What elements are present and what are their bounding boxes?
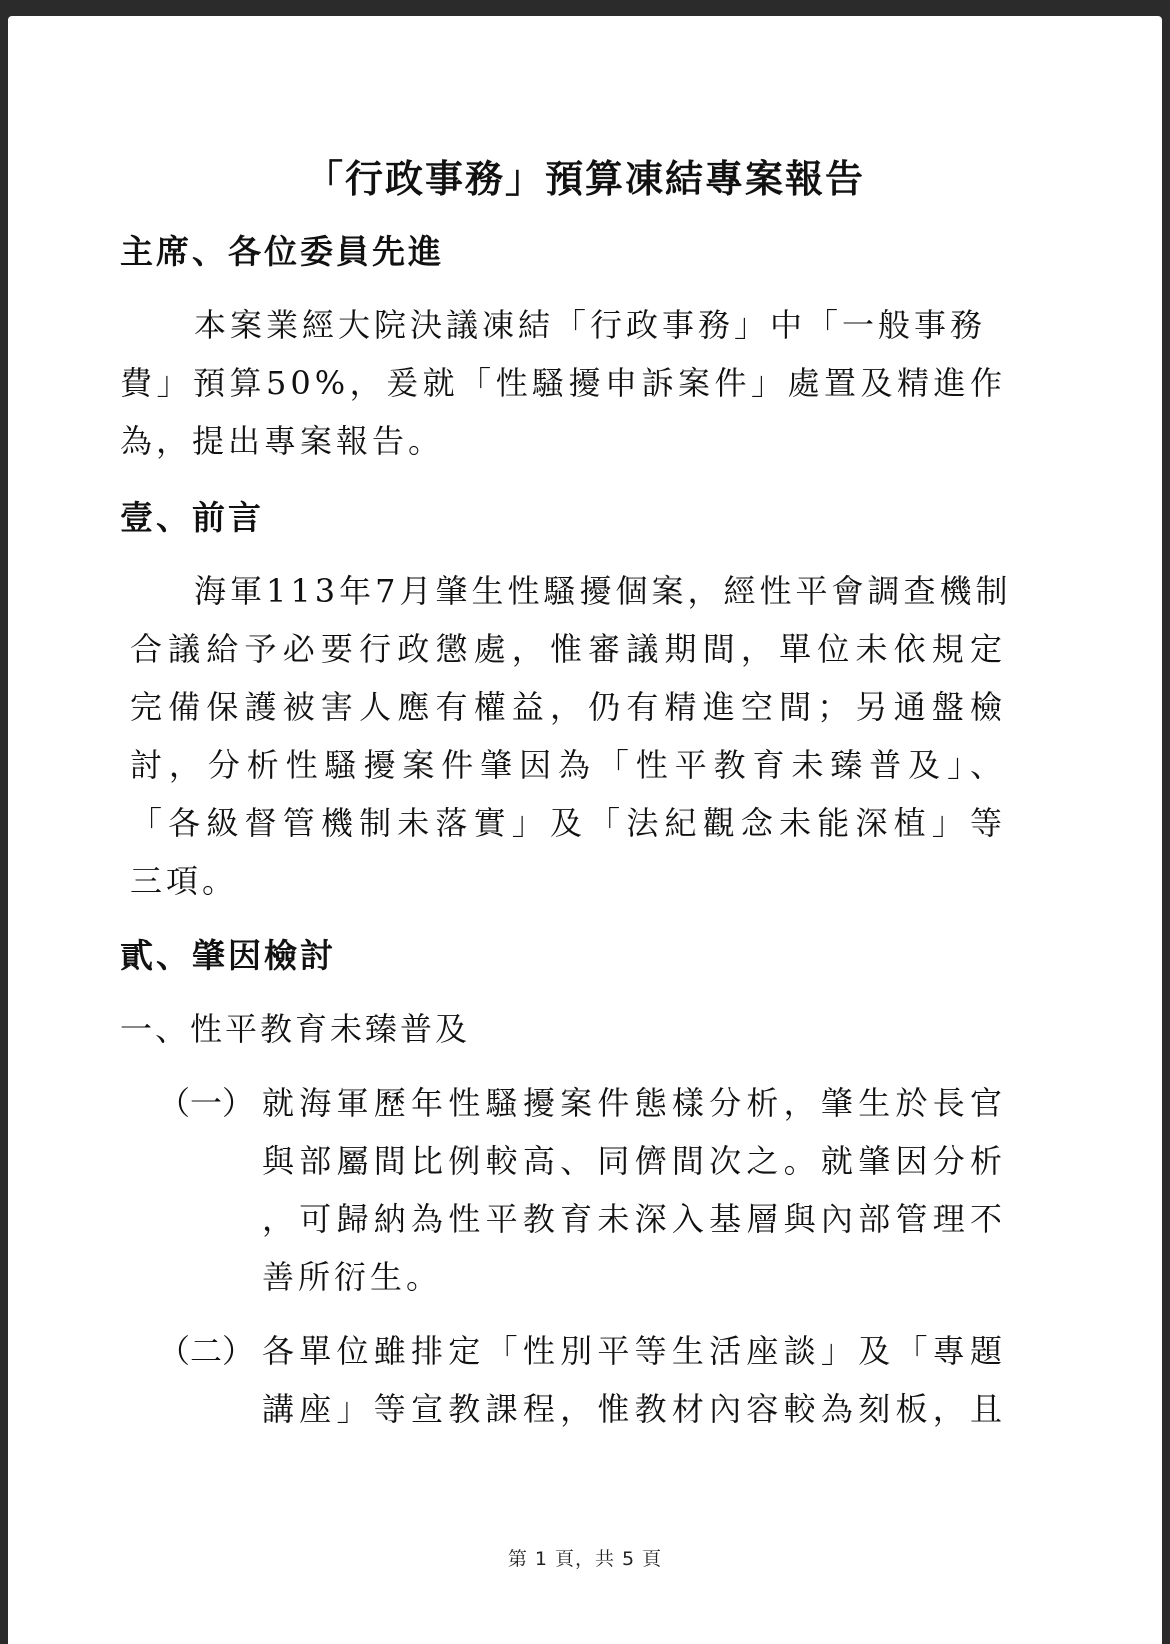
item-marker: （二） [158,1332,255,1370]
preface-line: 海軍113年7月肇生性騷擾個案，經性平會調查機制 [194,572,1012,610]
item-line: 講座」等宣教課程，惟教材內容較為刻板，且 [262,1390,1006,1428]
intro-line: 費」預算50%，爰就「性騷擾申訴案件」處置及精進作 [120,364,1006,402]
intro-line: 本案業經大院決議凍結「行政事務」中「一般事務 [194,306,987,344]
preface-line: 完備保護被害人應有權益，仍有精進空間；另通盤檢 [130,688,1006,726]
preface-line: 討，分析性騷擾案件肇因為「性平教育未臻普及」、 [130,746,1006,784]
item-marker: （一） [158,1084,255,1122]
item-line: 與部屬間比例較高、同儕間次之。就肇因分析 [262,1142,1006,1180]
section-heading-cause-review: 貳、肇因檢討 [120,936,336,975]
preface-line: 合議給予必要行政懲處，惟審議期間，單位未依規定 [130,630,1006,668]
subsection-heading: 一、性平教育未臻普及 [120,1010,471,1048]
preface-line: 三項。 [130,862,239,900]
item-line: 就海軍歷年性騷擾案件態樣分析，肇生於長官 [262,1084,1006,1122]
salutation: 主席、各位委員先進 [120,232,444,271]
page-number-footer: 第 1 頁，共 5 頁 [507,1548,663,1570]
preface-line: 「各級督管機制未落實」及「法紀觀念未能深植」等 [130,804,1006,842]
item-line: 各單位雖排定「性別平等生活座談」及「專題 [262,1332,1006,1370]
item-line: ，可歸納為性平教育未深入基層與內部管理不 [262,1200,1006,1238]
item-line: 善所衍生。 [262,1258,443,1296]
section-heading-preface: 壹、前言 [120,498,264,537]
document-page [8,16,1162,1644]
intro-line: 為，提出專案報告。 [120,422,445,460]
document-title: 「行政事務」預算凍結專案報告 [304,156,865,201]
